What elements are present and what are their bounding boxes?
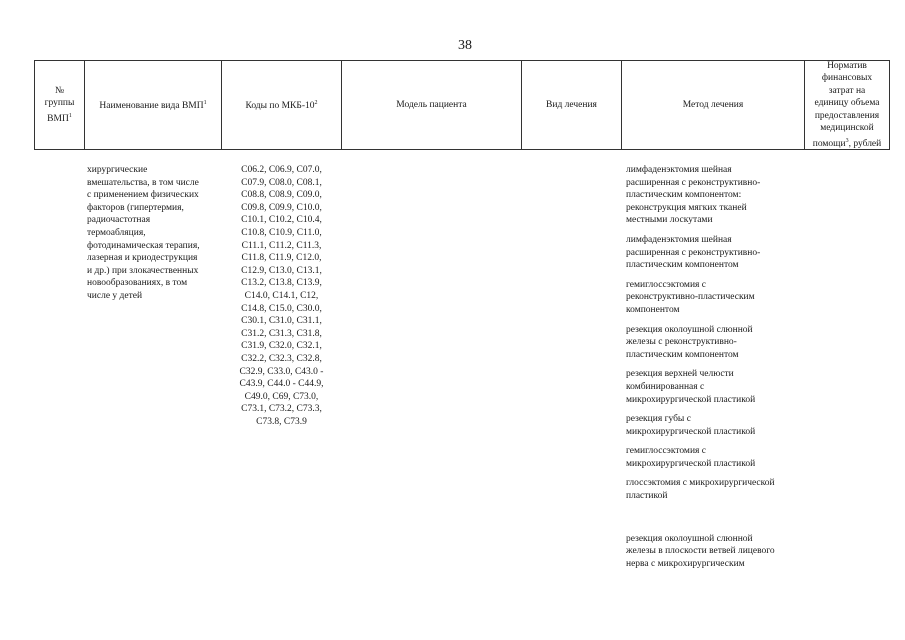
code-line: C31.2, C31.3, C31.8, [241, 328, 322, 339]
code-line: C08.8, C08.9, C09.0, [241, 190, 322, 201]
footnote-marker: 1 [68, 112, 72, 119]
method-item: лимфаденэктомия шейная расширенная с реконструктивно- пластическим компонентом: реконструкция мягких тканей местными лоскутами [626, 165, 761, 226]
code-line: C73.1, C73.2, C73.3, [241, 404, 322, 415]
code-line: C32.2, C32.3, C32.8, [241, 353, 322, 364]
treatment-methods-cell [626, 164, 806, 577]
text-line: лазерная и криодеструкция [87, 253, 198, 264]
header-group-line: группы [44, 98, 75, 109]
method-item: лимфаденэктомия шейная расширенная с реконструктивно- пластическим компонентом [626, 234, 761, 271]
header-group-number [34, 60, 84, 150]
text-line: хирургические [87, 165, 148, 175]
header-financial-norm: Норматив финансовых затрат на единицу объема предоставления медицинской помощи$^3$, рублей [804, 60, 890, 150]
vmp-name-cell [87, 164, 225, 303]
footnote-marker: 2 [314, 100, 318, 107]
header-treatment-type: Вид лечения [521, 60, 621, 150]
code-line: C11.8, C11.9, C12.0, [241, 253, 322, 264]
text-line: фотодинамическая терапия, [87, 240, 200, 251]
method-item: резекция губы с микрохирургической пластикой [626, 414, 756, 437]
code-line: C10.1, C10.2, C10.4, [241, 215, 322, 226]
code-line: C13.2, C13.8, C13.9, [241, 278, 322, 289]
text-line: факторов (гипертермия, [87, 202, 184, 213]
text-line: с применением физических [87, 190, 199, 201]
code-line: C30.1, C31.0, C31.1, [241, 316, 322, 327]
text-line: числе у детей [87, 290, 143, 301]
page-number: 38 [458, 38, 472, 53]
footnote-marker: 1 [203, 100, 207, 107]
footnote-marker: 3 [845, 137, 849, 144]
code-line: C32.9, C33.0, C43.0 - [239, 366, 324, 377]
text-line: радиочастотная [87, 215, 151, 226]
code-line: C73.8, C73.9 [256, 416, 307, 427]
code-line: C10.8, C10.9, C11.0, [241, 227, 322, 238]
icd-codes-cell [224, 164, 339, 428]
text-line: новообразованиях, в том [87, 278, 188, 289]
method-item: резекция верхней челюсти комбинированная с микрохирургической пластикой [626, 369, 756, 405]
code-line: C31.9, C32.0, C32.1, [241, 341, 322, 352]
code-line: C11.1, C11.2, C11.3, [241, 240, 322, 251]
method-item: резекция околоушной слюнной железы в плоскости ветвей лицевого нерва с микрохирургическим [626, 533, 775, 569]
code-line: C06.2, C06.9, C07.0, [241, 165, 322, 175]
method-item: гемиглоссэктомия с реконструктивно-пластическим компонентом [626, 279, 755, 315]
header-group-line: ВМП$^1$ [47, 112, 72, 124]
method-item: гемиглоссэктомия с микрохирургической пластикой [626, 446, 756, 469]
header-group-line: № [54, 85, 65, 96]
code-line: C43.9, C44.0 - C44.9, [239, 379, 324, 390]
code-line: C07.9, C08.0, C08.1, [241, 177, 322, 188]
text-line: вмешательства, в том числе [87, 177, 199, 188]
text-line: и др.) при злокачественных [87, 265, 199, 276]
code-line: C09.8, C09.9, C10.0, [241, 202, 322, 213]
code-line: C14.0, C14.1, C12, [244, 290, 319, 301]
header-patient-model: Модель пациента [341, 60, 521, 150]
code-line: C12.9, C13.0, C13.1, [241, 265, 322, 276]
code-line: C49.0, C69, C73.0, [244, 391, 319, 402]
header-vmp-name: Наименование вида ВМП$^1$ [84, 60, 221, 150]
code-line: C14.8, C15.0, C30.0, [241, 303, 322, 314]
header-treatment-method: Метод лечения [621, 60, 804, 150]
header-icd-codes: Коды по МКБ-$10^2$ [221, 60, 341, 150]
text-line: термоабляция, [87, 227, 146, 238]
method-item: глоссэктомия с микрохирургической пластикой [626, 478, 775, 502]
method-item: резекция околоушной слюнной железы с реконструктивно- пластическим компонентом [626, 324, 753, 360]
